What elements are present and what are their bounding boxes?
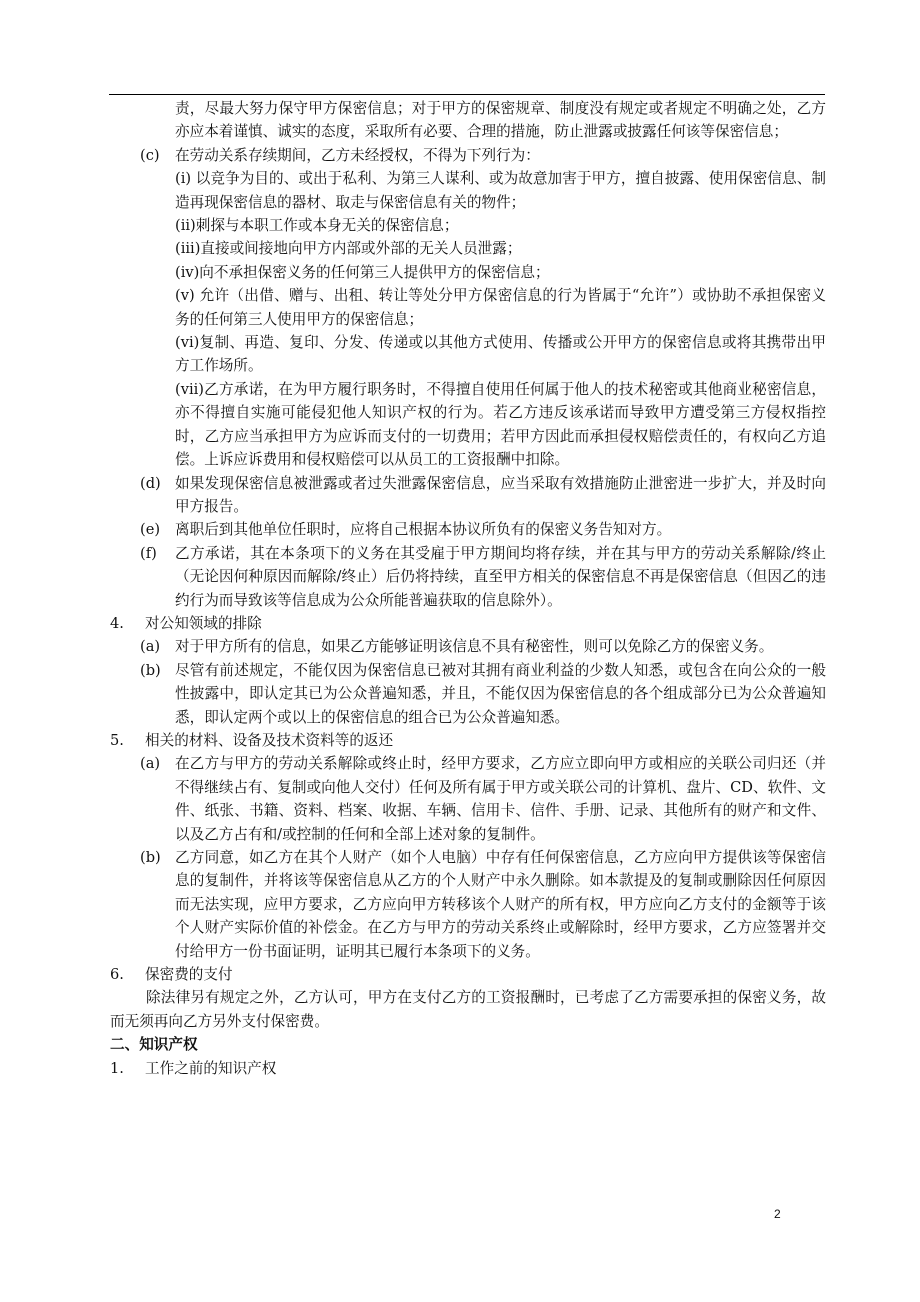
section-5a-text: 在乙方与甲方的劳动关系解除或终止时，经甲方要求，乙方应立即向甲方或相应的关联公司归还（并不得继续占有、复制或向他人交付）任何及所有属于甲方或关联公司的计算机、盘片、CD、软件、文件、纸张、书籍、资料、档案、收据、车辆、信用卡、信件、手册、记录、其他所有的财产和文件、以及乙方占有和/或控制的任何和全部上述对象的复制件。: [175, 755, 826, 843]
section-4a-marker: (a): [140, 638, 161, 656]
item-v: (v) 允许（出借、赠与、出租、转让等处分甲方保密信息的行为皆属于“允许”）或协助不承担保密义务的任何第三人使用甲方的保密信息；: [175, 287, 826, 328]
chapter-2-item-1-title: 工作之前的知识产权: [145, 1059, 277, 1077]
clause-e: [140, 518, 826, 541]
section-4b-marker: (b): [140, 661, 161, 679]
clause-d: [140, 472, 826, 519]
clause-c-text: 在劳动关系存续期间，乙方未经授权，不得为下列行为：: [175, 146, 540, 164]
header-rule: [109, 94, 825, 95]
section-5-title: 相关的材料、设备及技术资料等的返还: [145, 731, 394, 749]
clause-e-marker: (e): [140, 521, 161, 539]
item-iv: (iv)向不承担保密义务的任何第三人提供甲方的保密信息；: [175, 263, 550, 281]
section-4: [110, 612, 825, 635]
section-5a: [140, 752, 826, 846]
section-4-title: 对公知领域的排除: [145, 614, 262, 632]
section-5b: [140, 846, 826, 963]
page-number: 2: [774, 1207, 781, 1221]
clause-f-text: 乙方承诺，其在本条项下的义务在其受雇于甲方期间均将存续，并在其与甲方的劳动关系解除/终止（无论因何种原因而解除/终止）后仍将持续，直至甲方相关的保密信息不再是保密信息（但因乙的违约行为而导致该等信息成为公众所能普遍获取的信息除外）。: [175, 544, 826, 609]
section-6-paragraph: 除法律另有规定之外，乙方认可，甲方在支付乙方的工资报酬时，已考虑了乙方需要承担的保密义务，故而无须再向乙方另外支付保密费。: [110, 989, 826, 1030]
section-4b: [140, 659, 826, 729]
item-vii: (vii)乙方承诺，在为甲方履行职务时，不得擅自使用任何属于他人的技术秘密或其他商业秘密信息，亦不得擅自实施可能侵犯他人知识产权的行为。若乙方违反该承诺而导致甲方遭受第三方侵权指控时，乙方应当承担甲方为应诉而支付的一切费用；若甲方因此而承担侵权赔偿责任的，有权向乙方追偿。上诉应诉费用和侵权赔偿可以从员工的工资报酬中扣除。: [175, 380, 826, 469]
item-ii: (ii)刺探与本职工作或本身无关的保密信息；: [175, 217, 459, 235]
section-6: [110, 963, 825, 986]
section-4a: [140, 635, 826, 658]
section-5b-marker: (b): [140, 849, 161, 866]
clause-f: [140, 542, 826, 612]
item-vi: (vi)复制、再造、复印、分发、传递或以其他方式使用、传播或公开甲方的保密信息或将其携带出甲方工作场所。: [175, 334, 826, 375]
section-4-marker: 4.: [110, 614, 124, 632]
section-5b-text: 乙方同意，如乙方在其个人财产（如个人电脑）中存有任何保密信息，乙方应向甲方提供该等保密信息的复制件，并将该等保密信息从乙方的个人财产中永久删除。如本款提及的复制或删除因任何原因而无法实现，应甲方要求，乙方应向甲方转移该个人财产的所有权，甲方应向乙方支付的金额等于该个人财产实际价值的补偿金。在乙方与甲方的劳动关系终止或解除时，经甲方要求，乙方应签署并交付给甲方一份书面证明，证明其已履行本条项下的义务。: [175, 849, 826, 960]
clause-d-marker: (d): [140, 474, 161, 492]
section-5a-marker: (a): [140, 755, 161, 773]
section-5-marker: 5.: [110, 731, 124, 749]
section-4a-text: 对于甲方所有的信息，如果乙方能够证明该信息不具有秘密性，则可以免除乙方的保密义务。: [175, 638, 774, 656]
clause-d-text: 如果发现保密信息被泄露或者过失泄露保密信息，应当采取有效措施防止泄密进一步扩大，并及时向甲方报告。: [175, 474, 826, 515]
section-6-marker: 6.: [110, 966, 124, 984]
item-iii: (iii)直接或间接地向甲方内部或外部的无关人员泄露；: [175, 240, 522, 258]
section-4b-text: 尽管有前述规定，不能仅因为保密信息已被对其拥有商业利益的少数人知悉，或包含在向公众的一般性披露中，即认定其已为公众普遍知悉，并且，不能仅因为保密信息的各个组成部分已为公众普遍知悉，即认定两个或以上的保密信息的组合已为公众普遍知悉。: [175, 661, 826, 726]
clause-c: [140, 144, 826, 167]
paragraph-b-continued: 责，尽最大努力保守甲方保密信息；对于甲方的保密规章、制度没有规定或者规定不明确之处，乙方亦应本着谨慎、诚实的态度，采取所有必要、合理的措施，防止泄露或披露任何该等保密信息；: [175, 100, 826, 141]
clause-c-marker: (c): [140, 146, 160, 164]
chapter-2-item-1: [110, 1057, 825, 1080]
chapter-heading: 二、知识产权: [110, 1036, 198, 1054]
section-6-title: 保密费的支付: [145, 966, 233, 984]
section-5: [110, 729, 825, 752]
item-i: (i) 以竞争为目的、或出于私利、为第三人谋利、或为故意加害于甲方，擅自披露、使用保密信息、制造再现保密信息的器材、取走与保密信息有关的物件；: [175, 170, 826, 211]
chapter-2-item-1-marker: 1.: [110, 1059, 124, 1077]
document-body: [0, 97, 920, 1080]
clause-e-text: 离职后到其他单位任职时，应将自己根据本协议所负有的保密义务告知对方。: [175, 521, 672, 539]
clause-f-marker: (f): [140, 544, 157, 562]
